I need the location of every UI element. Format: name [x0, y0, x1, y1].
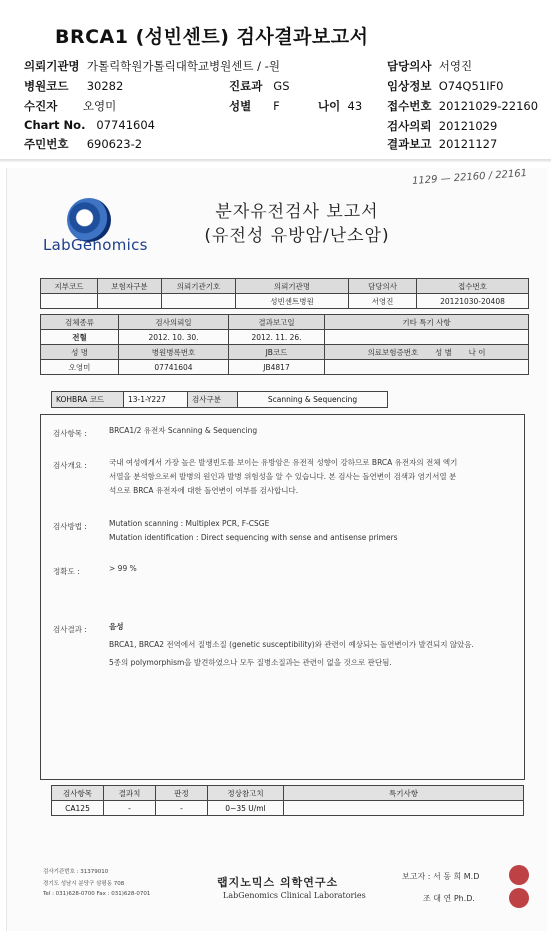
table-row: 오영미 07741604 JB4817 — [41, 360, 529, 375]
field-patient: 수진자 오영미 — [24, 99, 117, 113]
accuracy-text: > 99 % — [109, 564, 137, 573]
field-hospital-code: 병원코드 30282 — [24, 79, 124, 93]
table-row: 검사항목 결과치 판정 정상참고치 특기사항 — [52, 786, 524, 801]
header-divider — [0, 159, 551, 162]
institution-number: 검사기관번호 : 31379010 — [43, 869, 109, 875]
handwritten-note: 1129 — 22160 / 22161 — [411, 167, 528, 188]
result-heading: 음성 — [109, 622, 124, 631]
field-chart-number: Chart No. 07741604 — [24, 118, 155, 132]
page-title: BRCA1 (성빈센트) 검사결과보고서 — [55, 26, 369, 48]
test-item-text: BRCA1/2 유전자 Scanning & Sequencing — [109, 426, 258, 435]
scanned-report — [6, 168, 547, 931]
table-row: 검체종류 검사의뢰일 결과보고일 기타 특기 사항 — [41, 315, 529, 330]
field-department: 진료과 GS — [229, 79, 290, 93]
field-age: 나이 43 — [318, 99, 363, 113]
logo-text: LabGenomics — [43, 236, 148, 254]
seal-stamp-icon — [509, 865, 529, 885]
field-requesting-institution: 의뢰기관명 가톨릭학원가톨릭대학교병원센트 / -원 — [24, 59, 280, 73]
kohbra-table — [51, 391, 388, 408]
field-request-date: 검사의뢰 20121029 — [387, 119, 498, 133]
signer-reporter: 보고자 : 서 동 희 M.D — [402, 872, 480, 881]
tumor-marker-table — [51, 785, 524, 816]
test-item-label: 검사항목 : — [53, 429, 87, 438]
signer-second: 조 대 연 Ph.D. — [423, 894, 475, 903]
field-report-date: 결과보고 20121127 — [387, 137, 498, 151]
specimen-table — [40, 314, 529, 375]
table-row: KOHBRA 코드 13-1-Y227 검사구분 Scanning & Sequencing — [52, 392, 388, 408]
method-label: 검사방법 : — [53, 522, 87, 531]
field-accession-number: 접수번호 20121029-22160 — [387, 99, 539, 113]
institution-address: 경기도 성남시 분당구 삼평동 708 — [43, 881, 125, 887]
result-text: 음성 BRCA1, BRCA2 전역에서 질병소질 (genetic susceptibility)와 관련이 예상되는 돌연변이가 발견되지 않았음. 5종의 polymorphism을 발견하였으나 모두 질병소질과는 관련이 없을 것으로 판단됨. — [109, 622, 474, 667]
result-label: 검사결과 : — [53, 625, 87, 634]
info-table — [40, 278, 529, 309]
seal-stamp-icon — [509, 888, 529, 908]
table-row: CA125 - - 0~35 U/ml — [52, 801, 524, 816]
findings-box — [40, 414, 525, 780]
table-row: 지부코드 보험자구분 의뢰기관기호 의뢰기관명 담당의사 접수번호 — [41, 279, 529, 294]
institution-contact: Tel : 031)628-0700 Fax : 031)628-0701 — [43, 891, 151, 897]
lab-name-english: LabGenomics Clinical Laboratories — [223, 891, 366, 900]
field-resident-number: 주민번호 690623-2 — [24, 137, 143, 151]
summary-text: 국내 여성에게서 가장 높은 발생빈도를 보이는 유방암은 유전적 성향이 강하므로 BRCA 유전자의 전체 엑기 서열을 분석함으로써 발병의 원인과 발병 위험성을 알 수 있습니다. 본 검사는 돌연변이 검색과 염기서열 분 석으로 BRCA 유전자에 대한 돌연변이 여부를 검사합니다. — [109, 458, 458, 495]
field-attending-doctor: 담당의사 서영진 — [387, 59, 473, 73]
lab-name: 랩지노믹스 의학연구소 — [217, 876, 339, 889]
table-row: 성 명 병원병록번호 JB코드 의료보험증번호 성 별 나 이 — [41, 345, 529, 360]
table-row: 성빈센트병원 서영진 20121030-20408 — [41, 294, 529, 309]
report-header — [0, 0, 551, 165]
document-title: 분자유전검사 보고서 (유전성 유방암/난소암) — [204, 202, 390, 246]
table-row: 전혈 2012. 10. 30. 2012. 11. 26. — [41, 330, 529, 345]
method-text: Mutation scanning : Multiplex PCR, F-CSGE Mutation identification : Direct sequencing with sense and antisense primers — [109, 519, 398, 542]
field-clinical-info: 임상정보 O74Q51IF0 — [387, 79, 504, 93]
field-sex: 성별 F — [229, 99, 280, 113]
summary-label: 검사개요 : — [53, 461, 87, 470]
accuracy-label: 정확도 : — [53, 567, 80, 576]
